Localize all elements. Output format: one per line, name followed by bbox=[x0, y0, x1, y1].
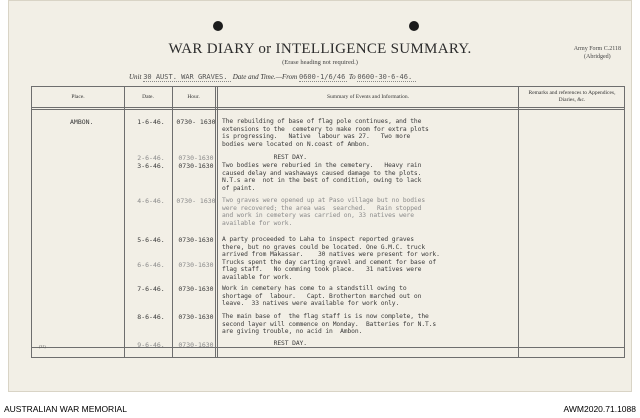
diary-sheet bbox=[8, 0, 632, 392]
diary-entry: Two bodies were reburied in the cemetery. Heavy rain caused delay and washaways caused damage to the plots. N.T.s are not in the best of condition, owing to lack of paint. bbox=[222, 162, 422, 192]
hour-cell: 0730-1630 bbox=[178, 154, 214, 162]
date-cell: 5-6-46. bbox=[137, 236, 165, 244]
diary-entry: The main base of the flag staff is is now complete, the second layer will commence on Monday. Batteries for N.T.s are giving trouble, no acid in Ambon. bbox=[222, 313, 437, 336]
diary-entry: The rebuilding of base of flag pole continues, and the extensions to the cemetery to make room for extra plots is progressing. Native labour was 27. Two more bodies were located on N.coast of Ambon. bbox=[222, 118, 429, 148]
date-cell: 2-6-46. bbox=[137, 154, 165, 162]
place-value: AMBON. bbox=[70, 118, 94, 126]
column-header-date: Date. bbox=[142, 94, 154, 100]
army-form-label bbox=[574, 45, 621, 61]
from-value: 0600-1/6/46 bbox=[299, 73, 346, 81]
page-title: WAR DIARY or INTELLIGENCE SUMMARY. bbox=[168, 41, 472, 57]
diary-entry: Two graves were opened up at Paso village but no bodies were recovered; the area was searched. Rain stopped and work in cemetery was carried on, 33 natives were available for work. bbox=[222, 197, 426, 227]
unit-line bbox=[129, 73, 416, 82]
diary-entry: REST DAY. bbox=[222, 340, 307, 347]
column-header-summary: Summary of Events and Information. bbox=[326, 94, 410, 100]
unit-label: Unit bbox=[129, 73, 142, 81]
date-time-label: Date and Time.—From bbox=[232, 73, 298, 81]
hour-cell: 0730- 1630 bbox=[176, 197, 216, 205]
diary-entry: REST DAY. bbox=[222, 154, 307, 161]
diary-table bbox=[31, 86, 625, 358]
diary-entry: A party proceeded to Laha to inspect reported graves there, but no graves could be located. One G.M.C. truck arrived from Makassar. 30 natives were present for work. Trucks spent the day carting gravel and cement for base of flag staff. No comming took place. 31 natives were available for work. bbox=[222, 236, 440, 281]
hour-cell: 0730-1630 bbox=[178, 313, 214, 321]
hour-cell: 0730-1630 bbox=[178, 162, 214, 170]
date-cell: 6-6-46. bbox=[137, 261, 165, 269]
to-value: 0600-30-6-46. bbox=[357, 73, 413, 81]
date-cell: 9-6-46. bbox=[137, 341, 165, 349]
page-subtitle: (Erase heading not required.) bbox=[282, 59, 358, 66]
diary-entry: Work in cemetery has come to a standstill owing to shortage of labour. Capt. Brotherton marched out on leave. 33 natives were available for work only. bbox=[222, 285, 422, 308]
unit-value: 30 AUST. WAR GRAVES. bbox=[143, 73, 228, 81]
date-cell: 7-6-46. bbox=[137, 285, 165, 293]
hour-cell: 0730-1630 bbox=[178, 236, 214, 244]
punch-hole bbox=[409, 21, 419, 31]
accession-number: AWM2020.71.1088 bbox=[563, 404, 636, 414]
column-header-place: Place. bbox=[71, 94, 85, 100]
army-form-number: Army Form C.2118 bbox=[573, 46, 621, 52]
hour-cell: 0730-1630 bbox=[178, 285, 214, 293]
hour-cell: 0730-1630 bbox=[178, 261, 214, 269]
column-header-remarks: Remarks and references to Appendices, Diaries, &c. bbox=[528, 90, 616, 103]
to-label: To bbox=[348, 73, 356, 81]
date-cell: 1-6-46. bbox=[137, 118, 165, 126]
hour-cell: 0730-1630 bbox=[178, 341, 214, 349]
collection-caption: AUSTRALIAN WAR MEMORIAL bbox=[4, 404, 127, 414]
hour-cell: 0730- 1630 bbox=[176, 118, 216, 126]
date-cell: 3-6-46. bbox=[137, 162, 165, 170]
punch-hole bbox=[213, 21, 223, 31]
date-cell: 8-6-46. bbox=[137, 313, 165, 321]
army-form-abridged: (Abridged) bbox=[584, 54, 611, 60]
footer-number: (31) bbox=[39, 344, 46, 349]
date-cell: 4-6-46. bbox=[137, 197, 165, 205]
column-header-hour: Hour. bbox=[187, 94, 200, 100]
